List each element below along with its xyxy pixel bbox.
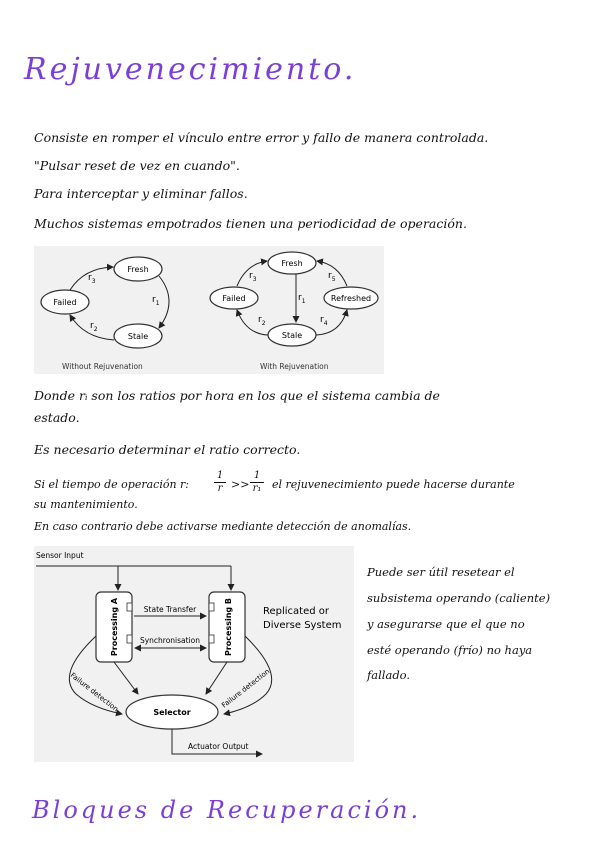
diagram-replicated-system [34,546,354,762]
note-line-1: Puede ser útil resetear el [367,565,515,579]
failure-detection-left-label: Failure detection [68,671,120,714]
state-failed-label: Failed [53,298,77,307]
port-a-2 [127,635,132,643]
state-refreshed-label: Refreshed [330,294,372,303]
rate-r4: $r_4$ [320,315,328,327]
text-contrario: En caso contrario debe activarse mediante detección de anomalías. [34,520,412,533]
text-condition-op: >> [231,478,250,491]
actuator-output-label: Actuator Output [188,742,249,751]
text-condition-suffix: el rejuvenecimiento puede hacerse durante [272,478,515,491]
fraction-1-numerator: 1 [214,470,226,483]
rate-r2: $r_2$ [90,321,98,333]
caption-without-rejuvenation: Without Rejuvenation [62,362,143,371]
note-line-2: subsistema operando (caliente) [367,591,551,605]
section-title-bloques: Bloques de Recuperación. [32,796,422,824]
rate-r2: $r_2$ [258,315,266,327]
note-line-5: fallado. [367,668,411,682]
sensor-input-label: Sensor Input [36,551,84,560]
state-transfer-label: State Transfer [143,605,197,614]
caption-with-rejuvenation: With Rejuvenation [260,362,329,371]
state-fresh-label: Fresh [281,259,303,268]
note-line-3: y asegurarse que el que no [367,617,525,631]
port-a-1 [127,603,132,611]
port-b-1 [209,603,214,611]
replicated-label-1: Replicated or [263,606,330,617]
fraction-2-denominator: r₁ [252,483,262,494]
text-line-4: Muchos sistemas empotrados tienen una periodicidad de operación. [34,216,467,231]
selector-label: Selector [153,708,191,717]
text-line-3: Para interceptar y eliminar fallos. [34,186,248,201]
fraction-2-numerator: 1 [250,470,264,483]
text-line-2: "Pulsar reset de vez en cuando". [34,158,240,173]
diagram-without-rejuvenation [34,246,204,374]
failure-detection-right-label: Failure detection [220,667,272,710]
text-ratio: Es necesario determinar el ratio correcto. [34,442,301,457]
page-title: Rejuvenecimiento. [24,52,357,87]
note-line-4: esté operando (frío) no haya [367,643,533,657]
fraction-1-denominator: r [217,483,223,494]
processing-b-label: Processing B [224,597,233,657]
diagram-with-rejuvenation [204,246,384,374]
state-stale-label: Stale [281,331,303,340]
processing-a-label: Processing A [110,597,119,657]
rate-r3: $r_3$ [88,273,96,285]
rate-r1: $r_1$ [298,293,306,305]
text-condition-line2: su mantenimiento. [34,498,138,511]
fraction-1 [214,470,226,495]
text-condition-prefix: Si el tiempo de operación r: [34,478,189,491]
text-line-1: Consiste en romper el vínculo entre error y fallo de manera controlada. [34,130,489,145]
state-fresh-label: Fresh [127,265,149,274]
state-stale-label: Stale [127,332,149,341]
state-failed-label: Failed [222,294,246,303]
rate-r5: $r_5$ [328,271,336,283]
synchronisation-label: Synchronisation [139,636,201,645]
fraction-2 [250,470,264,495]
replicated-label-2: Diverse System [263,620,342,631]
text-donde-1: Donde rᵢ son los ratios por hora en los que el sistema cambia de [34,388,440,403]
rate-r1: $r_1$ [152,295,160,307]
port-b-2 [209,635,214,643]
rate-r3: $r_3$ [249,271,257,283]
text-donde-2: estado. [34,410,80,425]
